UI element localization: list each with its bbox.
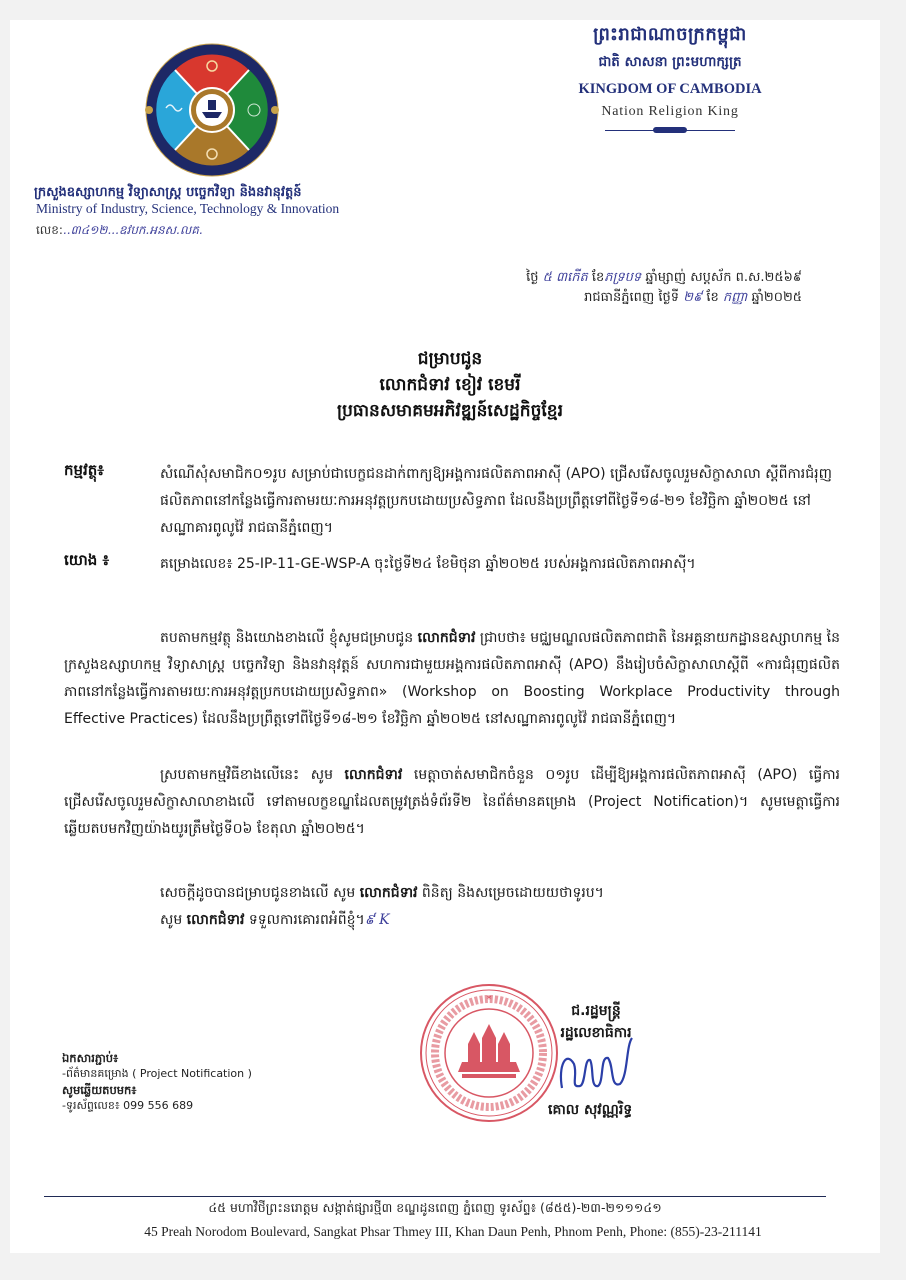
reply-heading: សូមឆ្លើយតបមក៖ <box>62 1083 137 1097</box>
ministry-name-english: Ministry of Industry, Science, Technology & Innovation <box>36 201 340 216</box>
handwritten-initials: ៩ K <box>364 912 390 928</box>
lunar-date <box>382 268 802 288</box>
lunar-year: ឆ្នាំម្សាញ់ សប្តស័ក ព.ស.២៥៦៩ <box>645 270 802 285</box>
recipient-title: ប្រធានសមាគមអភិវឌ្ឍន៍សេដ្ឋកិច្ចខ្មែរ <box>337 401 563 421</box>
subject-label: កម្មវត្ថុ៖ <box>64 461 104 479</box>
lunar-prefix: ថ្ងៃ <box>526 270 539 285</box>
paragraph-text: តបតាមកម្មវត្ថុ និងយោងខាងលើ ខ្ញុំសូមជម្រាបជូន <box>160 630 418 646</box>
motto-english: Nation Religion King <box>601 104 739 119</box>
subject-text: សំណើសុំសមាជិក០១រូប សម្រាប់ជាបេក្ខជនដាក់ពាក្យឱ្យអង្គការផលិតភាពអាស៊ី (APO) ជ្រើសរើសចូលរួមសិក្ខាសាលា ស្តីពីការជំរុញផលិតភាពនៅកន្លែងធ្វើការតាមរយៈការអនុវត្តប្រកបដោយប្រសិទ្ធភាព ដែលនឹងប្រព្រឹត្តទៅពីថ្ងៃទី១៨-២១ ខែវិច្ឆិកា ឆ្នាំ២០២៥ នៅសណ្ឋាគារពូលូវ៉ៃ រាជធានីភ្នំពេញ។ <box>160 466 832 536</box>
ministry-name-khmer: ក្រសួងឧស្សាហកម្ម វិទ្យាសាស្ត្រ បច្ចេកវិទ្យា និងនវានុវត្តន៍ <box>34 185 302 200</box>
svg-text:*: * <box>486 994 492 1005</box>
recipient-name: លោកជំទាវ ខៀវ ខេមរី <box>379 375 521 395</box>
lunar-month-label: ខែ <box>591 270 605 285</box>
closing-paragraph <box>160 880 840 934</box>
reference-number-value: ..៣៤១២...ឧវបក.អនស.លគ. <box>62 223 203 237</box>
solar-prefix: រាជធានីភ្នំពេញ ថ្ងៃទី <box>584 290 680 305</box>
ornament-divider-icon <box>605 126 735 134</box>
paragraph-text: ស្របតាមកម្មវិធីខាងលើនេះ សូម <box>160 767 345 783</box>
attachments-heading: ឯកសារភ្ជាប់៖ <box>62 1051 119 1065</box>
signature-icon <box>556 1036 636 1096</box>
paragraph-text: សេចក្តីដូចបានជម្រាបជូនខាងលើ សូម <box>160 885 360 901</box>
attachments-block <box>62 1050 252 1114</box>
signatory-title <box>536 1000 656 1044</box>
ministry-logo-icon <box>142 40 282 180</box>
recipient-salutation: ជម្រាបជូន <box>417 349 483 369</box>
honorific: លោកជំទាវ <box>359 885 418 901</box>
recipient-block <box>200 346 700 424</box>
reference-text: គម្រោងលេខ៖ 25-IP-11-GE-WSP-A ចុះថ្ងៃទី២៤ ខែមិថុនា ឆ្នាំ២០២៥ របស់អង្គការផលិតភាពអាស៊ី។ <box>160 556 696 572</box>
body-paragraph-2 <box>64 762 840 843</box>
paragraph-text: មេត្តាចាត់សមាជិកចំនួន ០១រូប ដើម្បីឱ្យអង្គការផលិតភាពអាស៊ី (APO) ធ្វើការជ្រើសរើសចូលរួមសិក្ខាសាលាខាងលើ ទៅតាមលក្ខខណ្ឌដែលតម្រូវត្រង់ទំព័រទី២ នៃព័ត៌មានគម្រោង (Project Notification)។ សូមមេត្តាធ្វើការឆ្លើយតបមកវិញយ៉ាងយូរត្រឹមថ្ងៃទី០៦ ខែតុលា ឆ្នាំ២០២៥។ <box>64 767 841 837</box>
footer-address-english: 45 Preah Norodom Boulevard, Sangkat Phsar Thmey III, Khan Daun Penh, Phnom Penh, Phone: (855)-23-211141 <box>144 1224 762 1239</box>
solar-day: ២៩ <box>683 290 703 305</box>
attachment-item: -ព័ត៌មានគម្រោង ( Project Notification ) <box>62 1067 252 1080</box>
reference-label: យោង ៖ <box>64 551 110 569</box>
paragraph-text: ទទួលការគោរពអំពីខ្ញុំ។ <box>244 912 365 928</box>
motto-khmer: ជាតិ សាសនា ព្រះមហាក្សត្រ <box>598 54 742 70</box>
solar-year: ឆ្នាំ២០២៥ <box>751 290 802 305</box>
footer-divider <box>44 1196 826 1197</box>
paragraph-text: សូម <box>160 912 187 928</box>
signatory-name: គោល សុវណ្ណរិទ្ធ <box>548 1102 633 1118</box>
paragraph-text: ពិនិត្យ និងសម្រេចដោយយថាទូរប។ <box>417 885 604 901</box>
closing-line-1 <box>160 880 840 907</box>
lunar-month: ភទ្របទ <box>604 270 642 285</box>
kingdom-header <box>540 22 800 134</box>
honorific: លោកជំទាវ <box>186 912 245 928</box>
honorific: លោកជំទាវ <box>344 767 403 783</box>
honorific: លោកជំទាវ <box>417 630 476 646</box>
body-paragraph-1 <box>64 625 840 733</box>
reference-number <box>36 222 203 240</box>
signatory-title-line-2: រដ្ឋលេខាធិការ <box>560 1025 632 1041</box>
paragraph-text: ជ្រាបថា៖ មជ្ឈមណ្ឌលផលិតភាពជាតិ នៃអគ្គនាយកដ្ឋានឧស្សាហកម្ម នៃក្រសួងឧស្សាហកម្ម វិទ្យាសាស្ត្រ បច្ចេកវិទ្យា និងនវានុវត្តន៍ សហការជាមួយអង្គការផលិតភាពអាស៊ី (APO) នឹងរៀបចំសិក្ខាសាលាស្តីពី «ការជំរុញផលិតភាពនៅកន្លែងធ្វើការតាមរយៈការអនុវត្តប្រកបដោយប្រសិទ្ធភាព» (Workshop on Boosting Workplace Productivity through Effective Practices) ដែលនឹងប្រព្រឹត្តទៅពីថ្ងៃទី១៨-២១ ខែវិច្ឆិកា ឆ្នាំ២០២៥ នៅសណ្ឋាគារពូលូវ៉ៃ រាជធានីភ្នំពេញ។ <box>64 630 840 727</box>
solar-date <box>382 288 802 308</box>
solar-month: កញ្ញា <box>722 290 748 305</box>
kingdom-name-khmer: ព្រះរាជាណាចក្រកម្ពុជា <box>593 24 747 45</box>
lunar-day: ៥ ៣កើត <box>542 270 588 285</box>
footer-address-khmer: ៤៥ មហាវិថីព្រះនរោត្តម សង្កាត់ផ្សារថ្មី៣ ខណ្ឌដូនពេញ ភ្នំពេញ ទូរស័ព្ទ៖ (៨៥៥)-២៣-២១១១៤១ <box>208 1200 662 1215</box>
kingdom-name-english: KINGDOM OF CAMBODIA <box>578 81 762 97</box>
reply-phone: -ទូរស័ព្ទលេខ៖ 099 556 689 <box>62 1099 194 1112</box>
closing-line-2 <box>160 907 840 934</box>
reference-number-label: លេខ: <box>36 223 63 237</box>
date-block <box>382 268 802 308</box>
signatory-title-line-1: ជ.រដ្ឋមន្ត្រី <box>571 1003 621 1019</box>
solar-month-label: ខែ <box>706 290 719 305</box>
